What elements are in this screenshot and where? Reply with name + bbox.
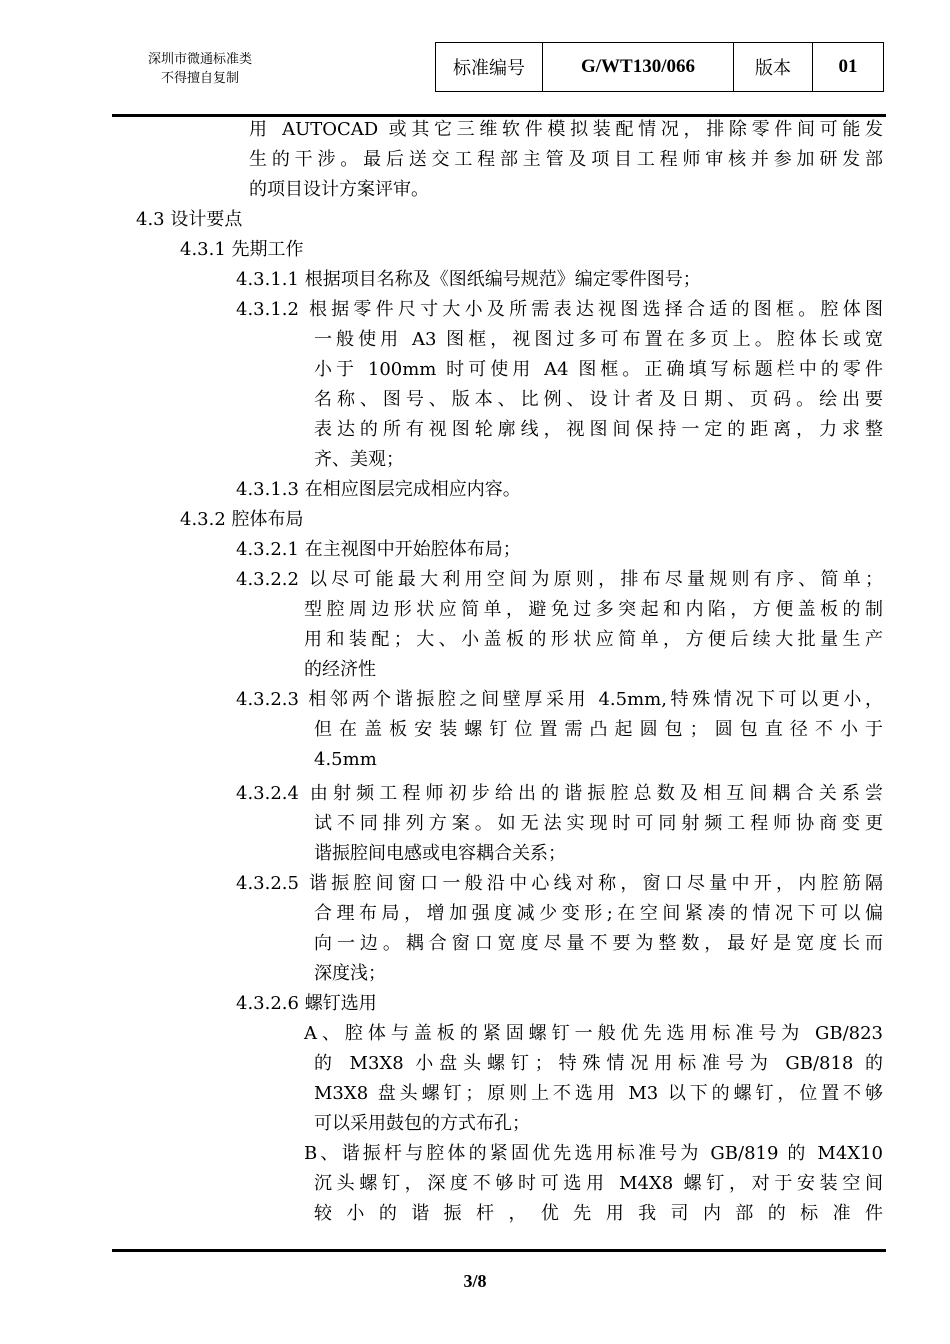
body-line: 可以采用鼓包的方式布孔； (314, 1113, 530, 1134)
section-heading: 4.3 设计要点 (136, 209, 243, 230)
version-label: 版本 (734, 43, 813, 92)
body-line: B、谐振杆与腔体的紧固优先选用标准号为 GB/819 的 M4X10 (304, 1143, 883, 1164)
body-line: 4.3.2.5 谐振腔间窗口一般沿中心线对称，窗口尽量中开，内腔筋隔 (236, 873, 883, 894)
body-line: 4.3.1.1 根据项目名称及《图纸编号规范》编定零件图号； (236, 269, 701, 290)
version-value: 01 (813, 43, 884, 92)
body-line: 生的干涉。最后送交工程部主管及项目工程师审核并参加研发部 (249, 149, 883, 170)
body-line: 小于 100mm 时可使用 A4 图框。正确填写标题栏中的零件 (314, 359, 883, 380)
body-line: 合理布局，增加强度减少变形;在空间紧凑的情况下可以偏 (314, 903, 883, 924)
body-line: M3X8 盘头螺钉；原则上不选用 M3 以下的螺钉，位置不够 (314, 1083, 883, 1104)
body-line: 用和装配；大、小盖板的形状应简单，方便后续大批量生产 (304, 629, 883, 650)
std-no-label: 标准编号 (436, 43, 543, 92)
body-line: 深度浅； (314, 963, 386, 984)
subsection-heading: 4.3.1 先期工作 (180, 239, 304, 260)
std-no-value: G/WT130/066 (543, 43, 734, 92)
page-number: 3/8 (463, 1271, 487, 1291)
body-line: 的 M3X8 小盘头螺钉；特殊情况用标准号为 GB/818 的 (314, 1053, 883, 1074)
body-line: 谐振腔间电感或电容耦合关系； (314, 843, 566, 864)
body-line: 4.3.2.2 以尽可能最大利用空间为原则，排布尽量规则有序、简单； (236, 569, 883, 590)
body-line: 齐、美观； (314, 449, 404, 470)
body-line: 向一边。耦合窗口宽度尽量不要为整数，最好是宽度长而 (314, 933, 883, 954)
body-line: 的经济性 (304, 659, 376, 680)
body-line: 一般使用 A3 图框，视图过多可布置在多页上。腔体长或宽 (314, 329, 883, 350)
body-line: 4.3.2.4 由射频工程师初步给出的谐振腔总数及相互间耦合关系尝 (236, 783, 883, 804)
org-name: 深圳市微通标准类 (147, 52, 252, 67)
body-line: 的项目设计方案评审。 (249, 179, 429, 200)
body-line: 试不同排列方案。如无法实现时可同射频工程师协商变更 (314, 813, 883, 834)
body-line: 4.3.1.3 在相应图层完成相应内容。 (236, 479, 521, 500)
body-line: 4.3.1.2 根据零件尺寸大小及所需表达视图选择合适的图框。腔体图 (236, 299, 883, 320)
body-line: 但在盖板安装螺钉位置需凸起圆包；圆包直径不小于 (314, 719, 883, 740)
body-line: 4.3.2.6 螺钉选用 (236, 993, 377, 1014)
copy-notice: 不得擅自复制 (160, 71, 239, 86)
body-line: 用 AUTOCAD 或其它三维软件模拟装配情况，排除零件间可能发 (249, 119, 883, 140)
body-line: 名称、图号、版本、比例、设计者及日期、页码。绘出要 (314, 389, 883, 410)
org-notice (120, 50, 280, 88)
body-line: 表达的所有视图轮廓线，视图间保持一定的距离，力求整 (314, 419, 883, 440)
body-line: 4.5mm (314, 749, 377, 770)
body-line: A、腔体与盖板的紧固螺钉一般优先选用标准号为 GB/823 (304, 1023, 883, 1044)
body-line: 4.3.2.3 相邻两个谐振腔之间壁厚采用 4.5mm,特殊情况下可以更小， (236, 689, 883, 710)
body-line: 较小的谐振杆，优先用我司内部的标准件 (314, 1203, 883, 1224)
body-line: 沉头螺钉，深度不够时可选用 M4X8 螺钉，对于安装空间 (314, 1173, 883, 1194)
footer-rule (112, 1249, 886, 1252)
header-table (435, 42, 884, 92)
subsection-heading: 4.3.2 腔体布局 (180, 509, 304, 530)
body-line: 型腔周边形状应简单，避免过多突起和内陷，方便盖板的制 (304, 599, 883, 620)
body-line: 4.3.2.1 在主视图中开始腔体布局； (236, 539, 521, 560)
header-rule (112, 114, 886, 117)
